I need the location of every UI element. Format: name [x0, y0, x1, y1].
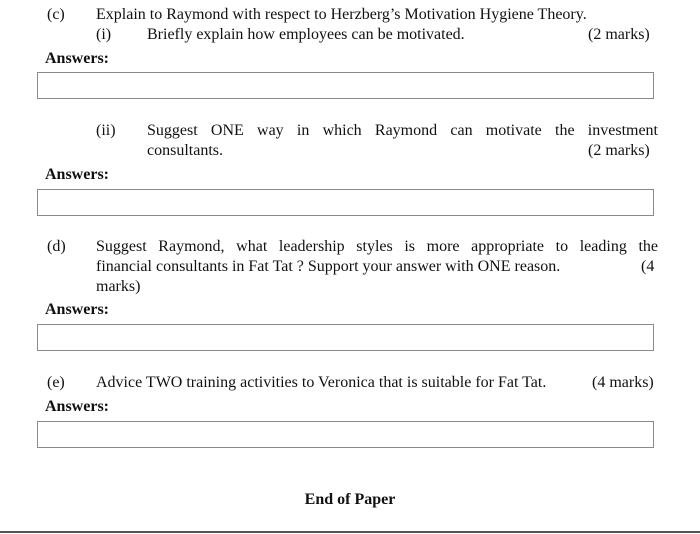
question-c-ii-label: (ii)	[96, 122, 116, 139]
question-c-ii-marks: (2 marks)	[588, 142, 650, 159]
bottom-divider	[0, 531, 700, 533]
question-d-line1: Suggest Raymond, what leadership styles is more appropriate to leading the	[96, 238, 658, 255]
question-c-label: (c)	[47, 6, 65, 23]
question-c-text: Explain to Raymond with respect to Herzberg’s Motivation Hygiene Theory.	[96, 6, 587, 23]
answer-box-e[interactable]	[37, 421, 654, 448]
question-e-label: (e)	[47, 374, 65, 391]
question-c-i-text: Briefly explain how employees can be motivated.	[147, 26, 465, 43]
answers-label-d: Answers:	[45, 301, 109, 318]
question-d-marks-part1: (4	[641, 258, 655, 275]
question-c-ii-line1: Suggest ONE way in which Raymond can motivate the investment	[147, 122, 658, 139]
end-of-paper: End of Paper	[304, 491, 396, 508]
question-e-marks: (4 marks)	[592, 374, 654, 391]
answer-box-c-i[interactable]	[37, 72, 654, 99]
question-c-ii-line2: consultants.	[147, 142, 223, 159]
question-d-label: (d)	[47, 238, 66, 255]
answer-box-d[interactable]	[37, 324, 654, 351]
question-d-line3: marks)	[96, 278, 141, 295]
question-e-text: Advice TWO training activities to Veronica that is suitable for Fat Tat.	[96, 374, 547, 391]
question-c-i-label: (i)	[96, 26, 112, 43]
answers-label-c-i: Answers:	[45, 50, 109, 67]
answers-label-e: Answers:	[45, 398, 109, 415]
question-c-i-marks: (2 marks)	[588, 26, 650, 43]
question-d-line2: financial consultants in Fat Tat ? Support your answer with ONE reason.	[96, 258, 561, 275]
answers-label-c-ii: Answers:	[45, 166, 109, 183]
answer-box-c-ii[interactable]	[37, 189, 654, 216]
